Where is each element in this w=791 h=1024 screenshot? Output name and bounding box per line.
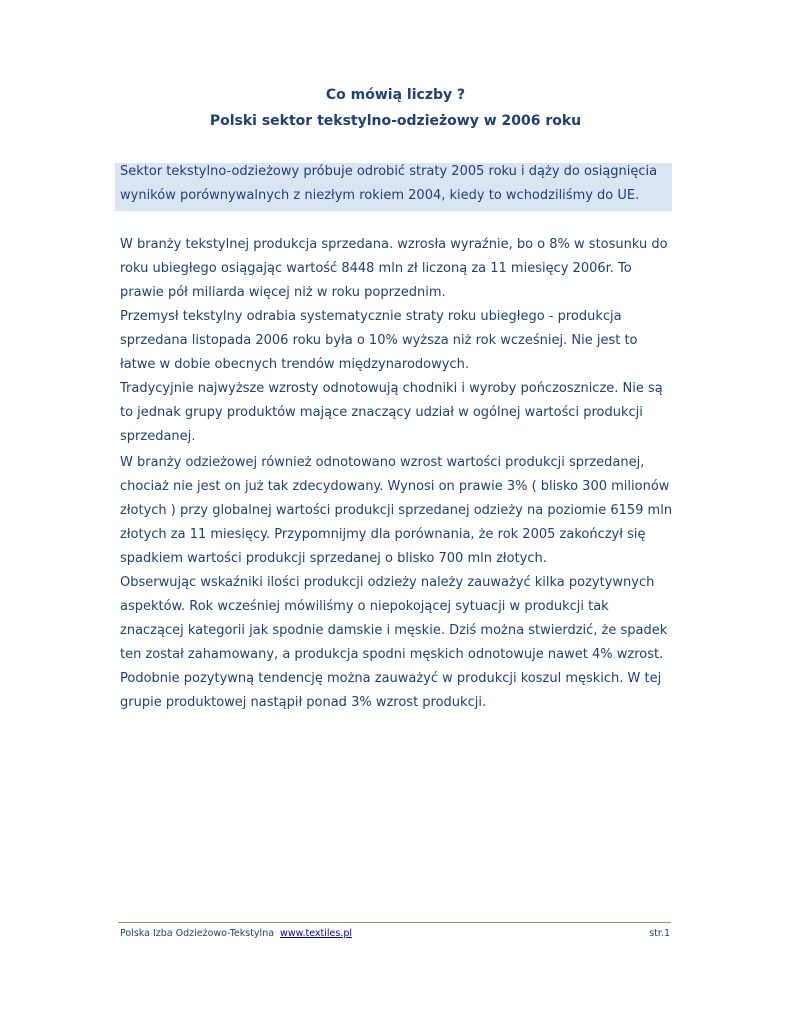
- document-subtitle: Polski sektor tekstylno-odzieżowy w 2006 roku: [209, 113, 582, 129]
- paragraph: Obserwując wskaźniki ilości produkcji odzieży należy zauważyć kilka pozytywnych aspektów. Rok wcześniej mówiliśmy o niepokojącej sytuacji w produkcji tak znaczącej kategorii jak spodnie damskie i męskie. Dziś można stwierdzić, że spadek ten został zahamowany, a produkcja spodni męskich odnotowuje nawet 4% wzrost.: [120, 575, 668, 662]
- intro-paragraph: Sektor tekstylno-odzieżowy próbuje odrobić straty 2005 roku i dąży do osiągnięcia wyników porównywalnych z niezłym rokiem 2004, kiedy to wchodziliśmy do UE.: [120, 164, 658, 203]
- website-link[interactable]: www.textiles.pl: [280, 928, 353, 939]
- paragraph: Przemysł tekstylny odrabia systematycznie straty roku ubiegłego - produkcja sprzedana listopada 2006 roku była o 10% wyższa niż rok wcześniej. Nie jest to łatwe w dobie obecnych trendów międzynarodowych.: [120, 309, 638, 372]
- paragraph: W branży tekstylnej produkcja sprzedana. wzrosła wyraźnie, bo o 8% w stosunku do roku ubiegłego osiągając wartość 8448 mln zł liczoną za 11 miesięcy 2006r. To prawie pół miliarda więcej niż w roku poprzednim.: [120, 237, 668, 300]
- document-title: Co mówią liczby ?: [325, 87, 466, 103]
- paragraph: Tradycyjnie najwyższe wzrosty odnotowują chodniki i wyroby pończosznicze. Nie są to jednak grupy produktów mające znaczący udział w ogólnej wartości produkcji sprzedanej.: [120, 381, 663, 444]
- page-number: str.1: [649, 928, 670, 939]
- clothing-section: [120, 451, 676, 715]
- textile-section: [120, 233, 676, 449]
- footer-divider: [118, 922, 671, 923]
- paragraph: Podobnie pozytywną tendencję można zauważyć w produkcji koszul męskich. W tej grupie produktowej nastąpił ponad 3% wzrost produkcji.: [120, 671, 662, 710]
- organization-name: Polska Izba Odzieżowo-Tekstylna: [120, 928, 275, 939]
- footer-organization: [120, 928, 352, 939]
- paragraph: W branży odzieżowej również odnotowano wzrost wartości produkcji sprzedanej, chociaż nie jest on już tak zdecydowany. Wynosi on prawie 3% ( blisko 300 milionów złotych ) przy globalnej wartości produkcji sprzedanej odzieży na poziomie 6159 mln złotych za 11 miesięcy. Przypomnijmy dla porównania, że rok 2005 zakończył się spadkiem wartości produkcji sprzedanej o blisko 700 mln złotych.: [120, 455, 673, 566]
